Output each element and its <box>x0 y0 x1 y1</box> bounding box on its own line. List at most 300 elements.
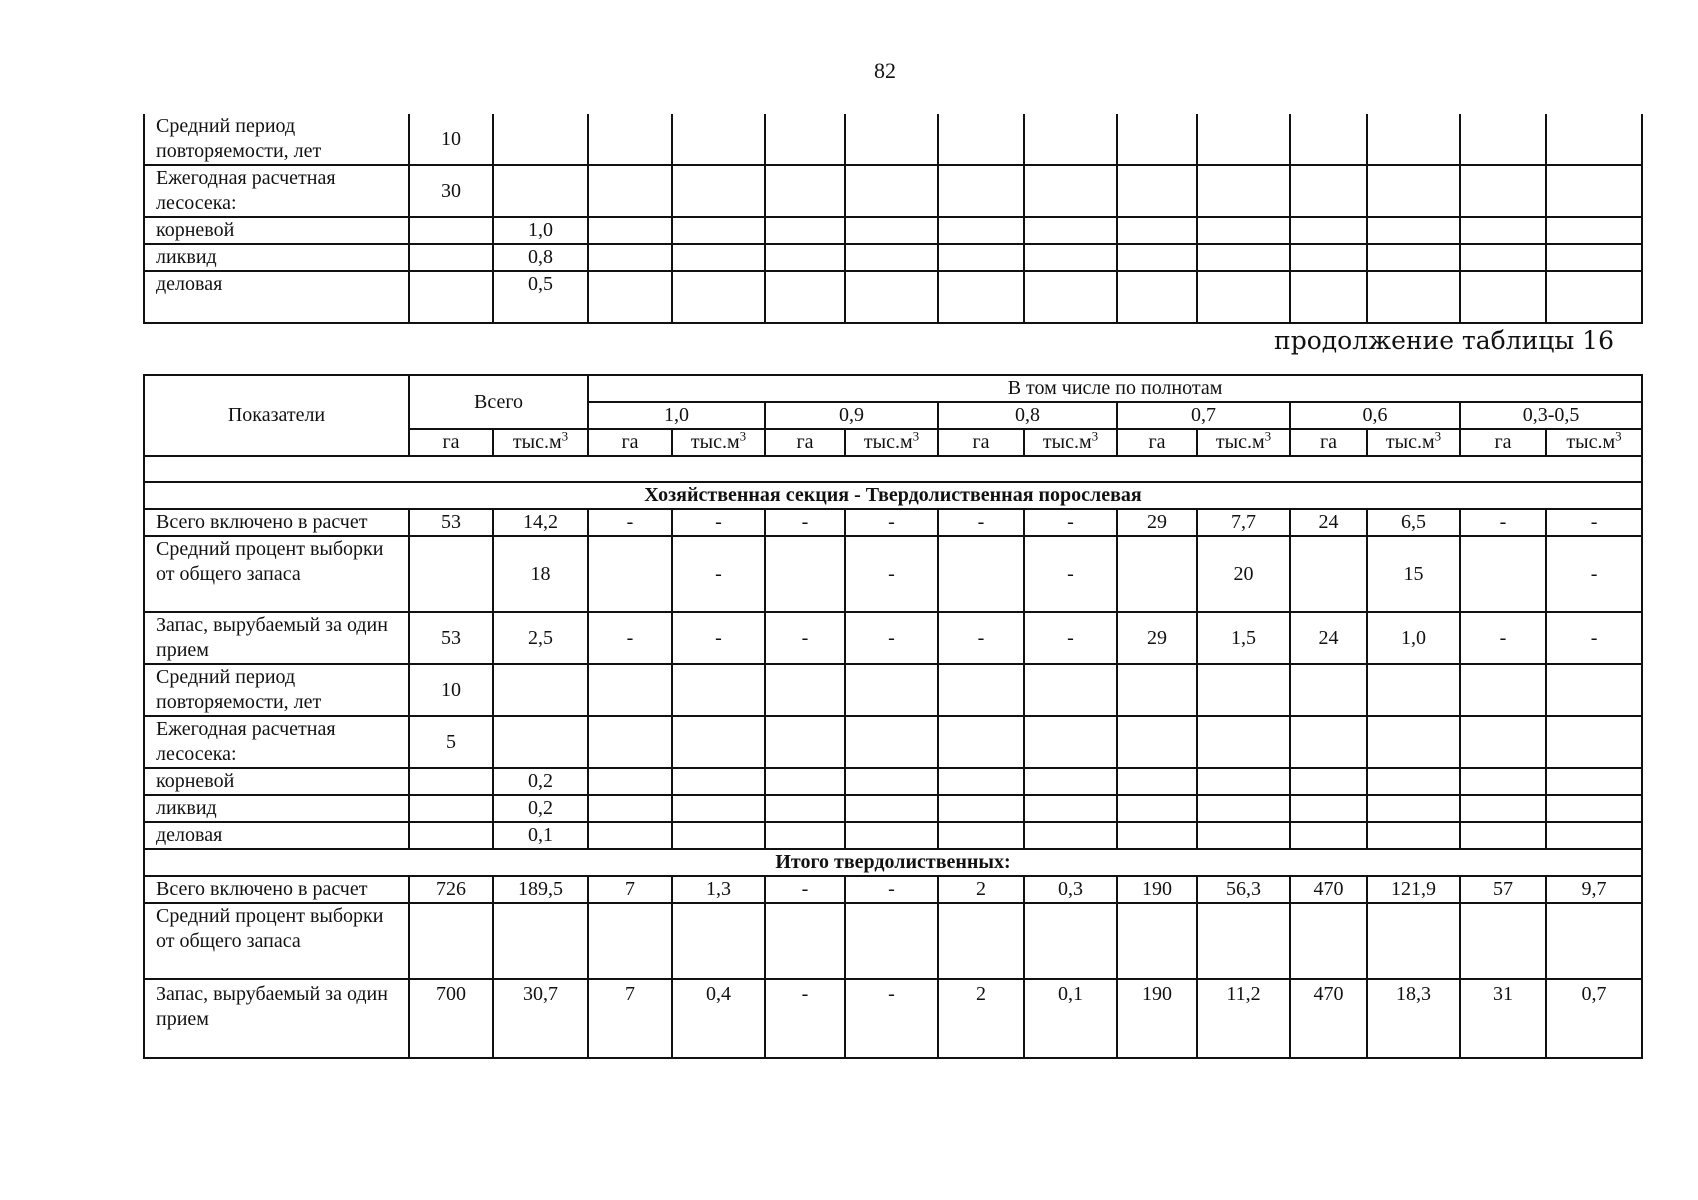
cell-value <box>845 768 938 795</box>
cell-value <box>1367 716 1460 768</box>
cell-value <box>1546 716 1642 768</box>
cell-value <box>1197 716 1290 768</box>
unit-volume-exponent: 3 <box>561 429 569 444</box>
cell-value <box>1460 536 1546 612</box>
cell-value: 24 <box>1290 612 1367 664</box>
cell-empty <box>1367 217 1460 244</box>
cell-value <box>672 795 765 822</box>
cell-empty <box>1197 271 1290 323</box>
cell-empty <box>1546 165 1642 217</box>
cell-value: 470 <box>1290 979 1367 1058</box>
cell-empty <box>1197 114 1290 165</box>
cell-value <box>1117 795 1197 822</box>
header-unit-volume <box>845 429 938 456</box>
cell-value <box>409 768 493 795</box>
row-label: корневой <box>144 217 409 244</box>
cell-value <box>938 768 1024 795</box>
cell-value <box>1117 664 1197 716</box>
cell-value <box>1024 822 1117 849</box>
table-row <box>144 114 1642 165</box>
cell-value <box>845 716 938 768</box>
cell-value: - <box>1024 612 1117 664</box>
row-label: деловая <box>144 822 409 849</box>
cell-value <box>1290 903 1367 979</box>
row-label: Всего включено в расчет <box>144 876 409 903</box>
cell-value: 20 <box>1197 536 1290 612</box>
cell-value: 2 <box>938 979 1024 1058</box>
cell-value: - <box>1024 509 1117 536</box>
row-label: деловая <box>144 271 409 323</box>
cell-value <box>1197 822 1290 849</box>
cell-value <box>1546 768 1642 795</box>
cell-value <box>938 795 1024 822</box>
cell-empty <box>1290 217 1367 244</box>
table-row <box>144 165 1642 217</box>
cell-value <box>765 716 845 768</box>
cell-total-vol: 1,0 <box>493 217 588 244</box>
cell-value: 31 <box>1460 979 1546 1058</box>
cell-empty <box>672 165 765 217</box>
cell-empty <box>1117 217 1197 244</box>
section-title-row <box>144 482 1642 509</box>
cell-empty <box>1024 217 1117 244</box>
cell-value: 726 <box>409 876 493 903</box>
cell-value: 470 <box>1290 876 1367 903</box>
row-label: Ежегодная расчетная лесосека: <box>144 165 409 217</box>
header-density: 1,0 <box>588 402 765 429</box>
cell-empty <box>672 114 765 165</box>
header-unit-volume <box>1024 429 1117 456</box>
cell-empty <box>938 165 1024 217</box>
unit-volume-exponent: 3 <box>912 429 920 444</box>
header-unit-ha: га <box>938 429 1024 456</box>
cell-value: 121,9 <box>1367 876 1460 903</box>
cell-value <box>588 768 672 795</box>
cell-value: 10 <box>409 664 493 716</box>
cell-value: - <box>845 612 938 664</box>
cell-value: 14,2 <box>493 509 588 536</box>
unit-volume-text: тыс.м <box>1566 431 1616 453</box>
cell-value <box>1460 664 1546 716</box>
cell-value <box>1197 664 1290 716</box>
cell-value <box>1460 795 1546 822</box>
cell-value: 0,2 <box>493 795 588 822</box>
section-title: Хозяйственная секция - Твердолиственная порослевая <box>144 482 1642 509</box>
cell-value: 24 <box>1290 509 1367 536</box>
cell-empty <box>1117 114 1197 165</box>
header-row-1 <box>144 375 1642 402</box>
table-row <box>144 664 1642 716</box>
cell-empty <box>1290 114 1367 165</box>
cell-value <box>1117 536 1197 612</box>
cell-value: - <box>1546 612 1642 664</box>
cell-value <box>1290 716 1367 768</box>
section-title-row <box>144 849 1642 876</box>
cell-value: - <box>765 876 845 903</box>
header-density: 0,8 <box>938 402 1117 429</box>
cell-value: - <box>845 536 938 612</box>
cell-empty <box>765 114 845 165</box>
cell-value <box>588 822 672 849</box>
cell-empty <box>1024 165 1117 217</box>
cell-empty <box>1546 217 1642 244</box>
cell-value <box>409 822 493 849</box>
cell-value <box>1367 664 1460 716</box>
cell-value <box>672 822 765 849</box>
cell-value: - <box>1546 536 1642 612</box>
cell-empty <box>938 244 1024 271</box>
cell-value <box>845 795 938 822</box>
cell-empty <box>1197 244 1290 271</box>
cell-empty <box>1024 114 1117 165</box>
cell-value: 18 <box>493 536 588 612</box>
cell-value <box>1546 822 1642 849</box>
header-density: 0,9 <box>765 402 938 429</box>
header-total: Всего <box>409 375 588 429</box>
header-unit-volume <box>1367 429 1460 456</box>
cell-value <box>765 795 845 822</box>
cell-value: 7 <box>588 876 672 903</box>
cell-value: 29 <box>1117 509 1197 536</box>
cell-value <box>672 903 765 979</box>
cell-value: - <box>845 979 938 1058</box>
cell-value <box>1290 822 1367 849</box>
cell-value: 57 <box>1460 876 1546 903</box>
unit-volume-exponent: 3 <box>1264 429 1272 444</box>
cell-value: - <box>1024 536 1117 612</box>
header-unit-volume <box>1546 429 1642 456</box>
row-label: Средний процент выборки от общего запаса <box>144 536 409 612</box>
header-unit-ha: га <box>1290 429 1367 456</box>
cell-total-ha <box>409 244 493 271</box>
header-unit-ha: га <box>409 429 493 456</box>
table-row <box>144 903 1642 979</box>
cell-value <box>938 536 1024 612</box>
table-row <box>144 217 1642 244</box>
cell-value <box>1546 795 1642 822</box>
header-unit-ha: га <box>1460 429 1546 456</box>
cell-value <box>938 822 1024 849</box>
row-label: Средний период повторяемости, лет <box>144 664 409 716</box>
cell-value <box>1546 903 1642 979</box>
cell-value: 0,1 <box>493 822 588 849</box>
cell-value <box>1117 716 1197 768</box>
cell-value <box>672 768 765 795</box>
cell-value: 29 <box>1117 612 1197 664</box>
row-label: Средний период повторяемости, лет <box>144 114 409 165</box>
cell-value <box>1024 664 1117 716</box>
cell-value <box>409 536 493 612</box>
cell-value <box>409 903 493 979</box>
unit-volume-text: тыс.м <box>1215 431 1265 453</box>
cell-value: 0,2 <box>493 768 588 795</box>
cell-value <box>765 664 845 716</box>
row-label: Запас, вырубаемый за один прием <box>144 612 409 664</box>
cell-value <box>1367 822 1460 849</box>
cell-empty <box>1290 244 1367 271</box>
cell-value: 6,5 <box>1367 509 1460 536</box>
cell-empty <box>1024 271 1117 323</box>
unit-volume-exponent: 3 <box>739 429 747 444</box>
row-label: Всего включено в расчет <box>144 509 409 536</box>
cell-value: 53 <box>409 612 493 664</box>
cell-value <box>1367 795 1460 822</box>
cell-value <box>1460 822 1546 849</box>
cell-total-vol <box>493 114 588 165</box>
cell-value <box>765 822 845 849</box>
header-unit-ha: га <box>1117 429 1197 456</box>
continuation-label: продолжение таблицы 16 <box>1274 326 1614 355</box>
cell-value <box>938 903 1024 979</box>
cell-value <box>845 822 938 849</box>
table-row <box>144 979 1642 1058</box>
cell-total-vol <box>493 165 588 217</box>
cell-value <box>765 903 845 979</box>
cell-value: 190 <box>1117 979 1197 1058</box>
cell-empty <box>765 271 845 323</box>
row-label: корневой <box>144 768 409 795</box>
cell-value <box>1290 536 1367 612</box>
cell-value <box>938 664 1024 716</box>
header-indicators: Показатели <box>144 375 409 456</box>
cell-value <box>1197 903 1290 979</box>
cell-value <box>765 768 845 795</box>
cell-value: - <box>765 979 845 1058</box>
empty-row-cell <box>144 456 1642 482</box>
cell-value <box>588 664 672 716</box>
cell-value <box>1197 795 1290 822</box>
cell-empty <box>1460 244 1546 271</box>
cell-value: - <box>845 876 938 903</box>
cell-empty <box>588 165 672 217</box>
cell-empty <box>1367 114 1460 165</box>
cell-value: 9,7 <box>1546 876 1642 903</box>
header-unit-volume <box>1197 429 1290 456</box>
page-number: 82 <box>874 58 896 83</box>
main-table <box>143 374 1643 1059</box>
cell-value: 0,4 <box>672 979 765 1058</box>
header-unit-ha: га <box>765 429 845 456</box>
unit-volume-exponent: 3 <box>1091 429 1099 444</box>
cell-empty <box>1290 165 1367 217</box>
table-row <box>144 271 1642 323</box>
cell-empty <box>1117 244 1197 271</box>
cell-empty <box>1024 244 1117 271</box>
cell-empty <box>672 244 765 271</box>
cell-value: 190 <box>1117 876 1197 903</box>
cell-value: 7,7 <box>1197 509 1290 536</box>
cell-value: 0,1 <box>1024 979 1117 1058</box>
cell-value <box>938 716 1024 768</box>
cell-value: 0,7 <box>1546 979 1642 1058</box>
unit-volume-exponent: 3 <box>1434 429 1442 444</box>
cell-empty <box>1367 271 1460 323</box>
cell-value <box>1546 664 1642 716</box>
cell-empty <box>588 244 672 271</box>
cell-value: - <box>938 612 1024 664</box>
header-density: 0,7 <box>1117 402 1290 429</box>
cell-empty <box>1460 165 1546 217</box>
table-row <box>144 822 1642 849</box>
cell-empty <box>845 244 938 271</box>
cell-value: 53 <box>409 509 493 536</box>
row-label: Ежегодная расчетная лесосека: <box>144 716 409 768</box>
unit-volume-text: тыс.м <box>512 431 562 453</box>
cell-value: - <box>1546 509 1642 536</box>
cell-value: - <box>672 509 765 536</box>
cell-total-ha <box>409 271 493 323</box>
empty-row <box>144 456 1642 482</box>
table-fragment-top <box>143 114 1643 324</box>
section-title: Итого твердолиственных: <box>144 849 1642 876</box>
cell-value <box>845 664 938 716</box>
cell-empty <box>845 114 938 165</box>
cell-value <box>1024 903 1117 979</box>
cell-value <box>493 903 588 979</box>
cell-value: 1,0 <box>1367 612 1460 664</box>
table-row <box>144 768 1642 795</box>
cell-value: 700 <box>409 979 493 1058</box>
cell-empty <box>1460 217 1546 244</box>
cell-empty <box>1367 165 1460 217</box>
cell-value <box>845 903 938 979</box>
header-density: 0,6 <box>1290 402 1460 429</box>
cell-value: - <box>845 509 938 536</box>
cell-empty <box>765 244 845 271</box>
cell-value <box>588 716 672 768</box>
cell-empty <box>1367 244 1460 271</box>
cell-value: - <box>765 612 845 664</box>
table-row <box>144 876 1642 903</box>
cell-empty <box>1117 271 1197 323</box>
header-unit-ha: га <box>588 429 672 456</box>
unit-volume-text: тыс.м <box>1385 431 1435 453</box>
header-unit-volume <box>672 429 765 456</box>
cell-value: - <box>765 509 845 536</box>
cell-empty <box>1197 165 1290 217</box>
row-label: Средний процент выборки от общего запаса <box>144 903 409 979</box>
cell-value: - <box>1460 509 1546 536</box>
cell-empty <box>938 271 1024 323</box>
cell-value: 18,3 <box>1367 979 1460 1058</box>
cell-value <box>1024 795 1117 822</box>
cell-value <box>493 716 588 768</box>
cell-empty <box>765 165 845 217</box>
header-unit-volume <box>493 429 588 456</box>
table-row <box>144 536 1642 612</box>
row-label: Запас, вырубаемый за один прием <box>144 979 409 1058</box>
cell-value <box>1290 795 1367 822</box>
cell-value <box>1460 768 1546 795</box>
cell-empty <box>938 114 1024 165</box>
cell-value <box>1024 716 1117 768</box>
cell-value <box>1460 716 1546 768</box>
cell-empty <box>765 217 845 244</box>
cell-value <box>588 536 672 612</box>
cell-value <box>1367 768 1460 795</box>
header-density: 0,3-0,5 <box>1460 402 1642 429</box>
cell-value: 2 <box>938 876 1024 903</box>
cell-empty <box>672 217 765 244</box>
cell-empty <box>1460 114 1546 165</box>
cell-empty <box>1197 217 1290 244</box>
cell-value: 2,5 <box>493 612 588 664</box>
cell-value <box>672 664 765 716</box>
cell-value <box>1367 903 1460 979</box>
cell-value: 11,2 <box>1197 979 1290 1058</box>
cell-total-vol: 0,5 <box>493 271 588 323</box>
cell-empty <box>1290 271 1367 323</box>
cell-value: 30,7 <box>493 979 588 1058</box>
cell-value: 15 <box>1367 536 1460 612</box>
cell-value <box>1290 768 1367 795</box>
cell-value: 7 <box>588 979 672 1058</box>
cell-value: - <box>938 509 1024 536</box>
cell-empty <box>938 217 1024 244</box>
cell-value: 56,3 <box>1197 876 1290 903</box>
table-row <box>144 716 1642 768</box>
cell-empty <box>845 271 938 323</box>
cell-empty <box>672 271 765 323</box>
cell-value: - <box>1460 612 1546 664</box>
cell-total-vol: 0,8 <box>493 244 588 271</box>
table-row <box>144 612 1642 664</box>
table-row <box>144 509 1642 536</box>
cell-value <box>1117 903 1197 979</box>
row-label: ликвид <box>144 795 409 822</box>
cell-value: - <box>672 612 765 664</box>
cell-value <box>1290 664 1367 716</box>
cell-empty <box>1117 165 1197 217</box>
table-row <box>144 795 1642 822</box>
cell-value: - <box>588 509 672 536</box>
unit-volume-text: тыс.м <box>1042 431 1092 453</box>
cell-empty <box>588 114 672 165</box>
cell-value <box>765 536 845 612</box>
cell-empty <box>845 217 938 244</box>
header-by-density: В том числе по полнотам <box>588 375 1642 402</box>
unit-volume-exponent: 3 <box>1615 429 1622 444</box>
cell-total-ha <box>409 217 493 244</box>
cell-empty <box>1546 271 1642 323</box>
cell-total-ha: 30 <box>409 165 493 217</box>
table-row <box>144 244 1642 271</box>
row-label: ликвид <box>144 244 409 271</box>
cell-value: 0,3 <box>1024 876 1117 903</box>
cell-total-ha: 10 <box>409 114 493 165</box>
cell-value <box>588 903 672 979</box>
cell-empty <box>1546 244 1642 271</box>
cell-value <box>672 716 765 768</box>
unit-volume-text: тыс.м <box>690 431 740 453</box>
cell-value: 189,5 <box>493 876 588 903</box>
cell-value <box>1460 903 1546 979</box>
cell-value <box>588 795 672 822</box>
cell-value <box>1117 822 1197 849</box>
cell-empty <box>1460 271 1546 323</box>
cell-value: 5 <box>409 716 493 768</box>
cell-empty <box>845 165 938 217</box>
cell-empty <box>588 271 672 323</box>
cell-value: - <box>672 536 765 612</box>
cell-value: 1,5 <box>1197 612 1290 664</box>
cell-value <box>493 664 588 716</box>
cell-value <box>1197 768 1290 795</box>
cell-value <box>1117 768 1197 795</box>
cell-value <box>409 795 493 822</box>
cell-value: - <box>588 612 672 664</box>
cell-empty <box>1546 114 1642 165</box>
